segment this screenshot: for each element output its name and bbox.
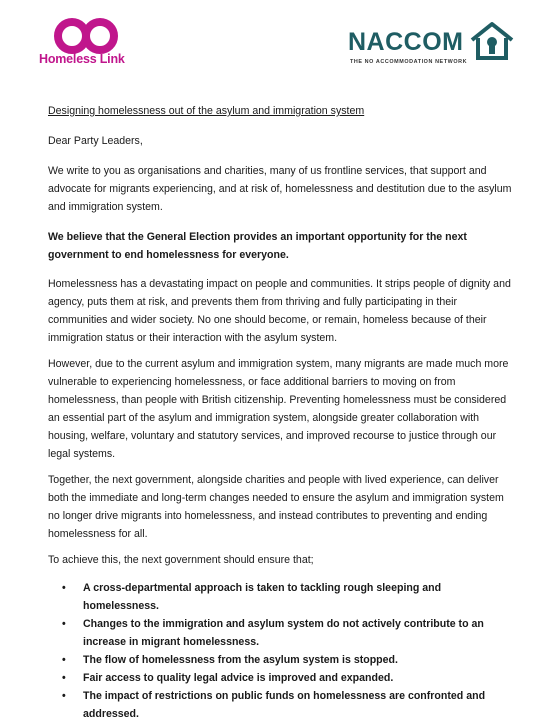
house-key-icon [468, 20, 516, 62]
list-item: • A cross-departmental approach is taken to tackling rough sleeping and homelessness. [48, 579, 518, 615]
naccom-wordmark: NACCOM [348, 28, 464, 56]
letter-subject: Designing homelessness out of the asylum and immigration system [48, 105, 365, 117]
body-paragraph: To achieve this, the next government should ensure that; [48, 554, 314, 566]
body-paragraph: Homelessness has a devastating impact on people and communities. It strips people of dignity and agency, puts them at risk, and prevents them from thriving and fully participating in their communities and wider society. No one should become, or remain, homeless because of their immigration status or their interaction with the asylum system. [48, 278, 511, 344]
letter-body [48, 102, 518, 723]
letter-salutation: Dear Party Leaders, [48, 135, 143, 147]
naccom-tagline: THE NO ACCOMMODATION NETWORK [350, 59, 468, 65]
list-item: • The impact of restrictions on public funds on homelessness are confronted and addressed. [48, 687, 518, 723]
intro-paragraph: We write to you as organisations and charities, many of us frontline services, that support and advocate for migrants experiencing, and at risk of, homelessness and destitution due to the asylum and immigration system. [48, 165, 512, 213]
list-item: • Fair access to quality legal advice is improved and expanded. [48, 669, 518, 687]
body-paragraph: Together, the next government, alongside charities and people with lived experience, can deliver both the immediate and long-term changes needed to ensure the asylum and immigration system no longer drive migrants into homelessness, and instead contributes to preventing and ending homelessness for all. [48, 474, 504, 540]
body-paragraph: However, due to the current asylum and immigration system, many migrants are made much more vulnerable to experiencing homelessness, or face additional barriers to moving on from homelessness, than people with British citizenship. Preventing homelessness must be considered an essential part of the asylum and immigration system, alongside greater collaboration with housing, welfare, voluntary and statutory services, and improved recourse to justice through our legal systems. [48, 358, 509, 460]
actions-list [48, 579, 518, 723]
list-item: • Changes to the immigration and asylum system do not actively contribute to an increase in migrant homelessness. [48, 615, 518, 651]
homeless-link-wordmark: Homeless Link [39, 52, 125, 66]
lead-statement: We believe that the General Election provides an important opportunity for the next government to end homelessness for everyone. [48, 231, 467, 261]
list-item: • The flow of homelessness from the asylum system is stopped. [48, 651, 518, 669]
